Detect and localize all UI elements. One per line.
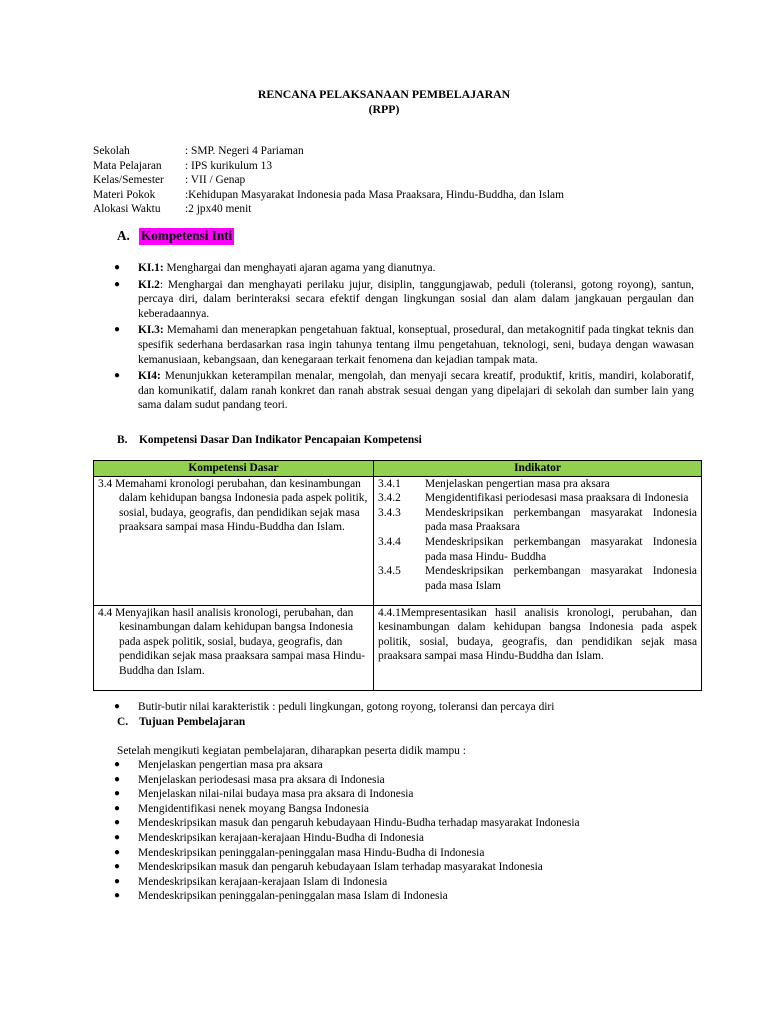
info-row-kelas-semester (93, 173, 564, 188)
bullet-icon: ● (114, 817, 121, 829)
info-row-alokasi-waktu (93, 202, 564, 217)
table-cell (94, 605, 374, 690)
indikator-item (378, 506, 697, 535)
ki-text: Menunjukkan keterampilan menalar, mengolah, dan menyaji secara kreatif, produktif, kritis, mandiri, kolaboratif, dan komunikatif, dalam ranah konkret dan ranah abstrak sesuai dengan yang dipelajari di sekolah dan sumber lain yang sama dalam sudut pandang teori. (138, 370, 694, 412)
list-item (114, 700, 714, 715)
table-header-row (94, 461, 702, 477)
tujuan-text: Mendeskripsikan masuk dan pengaruh kebudayaan Hindu-Budha terhadap masyarakat Indonesia (138, 817, 580, 830)
indikator-item (378, 491, 697, 506)
bullet-icon: ● (114, 861, 121, 873)
indikator-text: Mengidentifikasi periodesasi masa praaksara di Indonesia (425, 492, 689, 505)
list-item (114, 816, 714, 831)
tujuan-text: Menjelaskan periodesasi masa pra aksara di Indonesia (138, 773, 385, 786)
table-cell (94, 476, 374, 605)
section-letter: C. (117, 716, 129, 728)
kd-text: 3.4 Memahami kronologi perubahan, dan kesinambungan dalam kehidupan bangsa Indonesia pada aspek politik, sosial, budaya, geografis, dan pendidikan sejak masa praaksara sampai masa Hindu-Buddha dan Islam. (98, 477, 368, 534)
column-header-indikator: Indikator (374, 461, 702, 477)
list-item (114, 875, 714, 890)
identity-block (93, 144, 564, 217)
bullet-icon: ● (114, 831, 121, 843)
indikator-item (378, 535, 697, 564)
tujuan-text: Menjelaskan pengertian masa pra aksara (138, 759, 323, 771)
tujuan-list (114, 758, 714, 904)
tujuan-text: Mendeskripsikan masuk dan pengaruh kebudayaan Islam terhadap masyarakat Indonesia (138, 861, 543, 874)
bullet-icon: ● (114, 788, 121, 800)
tujuan-text: Mendeskripsikan kerajaan-kerajaan Islam di Indonesia (138, 875, 388, 888)
info-value: :2 jpx40 menit (185, 203, 252, 216)
bullet-icon: ● (114, 701, 121, 712)
list-item (114, 369, 694, 413)
table-row (94, 476, 702, 605)
section-title-highlighted: Kompetensi Inti (141, 228, 233, 243)
info-row-materi-pokok (93, 188, 564, 203)
ki-code: KI4: (138, 370, 161, 383)
list-item (114, 889, 714, 904)
bullet-icon: ● (114, 324, 121, 336)
table-cell (374, 476, 702, 605)
info-label: Alokasi Waktu (93, 203, 161, 216)
info-label: Mata Pelajaran (93, 159, 162, 172)
ki-text: : Menghargai dan menghayati perilaku jujur, disiplin, tanggungjawab, peduli (toleransi, gotong royong), santun, percaya diri, dalam berinteraksi secara efektif dengan lingkungan sosial dan alam dalam jangkauan pergaulan dan keberadaannya. (138, 278, 694, 320)
info-value: : SMP. Negeri 4 Pariaman (185, 145, 304, 157)
tujuan-text: Menjelaskan nilai-nilai budaya masa pra aksara di Indonesia (138, 788, 414, 801)
list-item (114, 802, 714, 817)
list-item (114, 860, 714, 875)
indikator-number: 3.4.3 (378, 506, 401, 519)
tujuan-text: Mendeskripsikan peninggalan-peninggalan masa Islam di Indonesia (138, 890, 448, 903)
info-value: : VII / Genap (185, 174, 246, 187)
tujuan-text: Mendeskripsikan kerajaan-kerajaan Hindu-Budha di Indonesia (138, 831, 424, 844)
info-value: :Kehidupan Masyarakat Indonesia pada Masa Praaksara, Hindu-Buddha, dan Islam (185, 188, 564, 201)
indikator-text: 4.4.1Mempresentasikan hasil analisis kronologi, perubahan, dan kesinambungan dalam kehidupan bangsa Indonesia pada aspek politik, sosial, budaya, geografis, dan pendidikan sejak masa praaksara sampai masa Hindu-Buddha dan Islam. (378, 606, 697, 663)
bullet-icon: ● (114, 802, 121, 814)
indikator-text: Mendeskripsikan perkembangan masyarakat Indonesia pada masa Islam (425, 565, 697, 592)
nilai-karakter-list (114, 700, 714, 715)
kompetensi-table (93, 460, 702, 691)
list-item (114, 758, 714, 773)
info-label: Materi Pokok (93, 188, 156, 201)
ki-code: KI.3: (138, 324, 164, 337)
indikator-item (378, 564, 697, 593)
table-cell (374, 605, 702, 690)
indikator-number: 3.4.2 (378, 492, 401, 505)
column-header-kompetensi-dasar: Kompetensi Dasar (94, 461, 374, 477)
doc-subtitle: (RPP) (368, 102, 400, 116)
tujuan-intro: Setelah mengikuti kegiatan pembelajaran, diharapkan peserta didik mampu : (117, 745, 466, 757)
section-letter: A. (117, 228, 130, 243)
section-c-heading (117, 715, 245, 730)
section-letter: B. (117, 434, 128, 446)
bullet-icon: ● (114, 759, 121, 770)
kd-text: 4.4 Menyajikan hasil analisis kronologi, perubahan, dan kesinambungan dalam kehidupan bangsa Indonesia pada aspek politik, sosial, budaya, geografis, dan pendidikan sejak masa praaksara sampai masa Hindu-Buddha dan Islam. (98, 606, 366, 677)
list-item (114, 278, 694, 322)
list-item (114, 831, 714, 846)
list-item (114, 773, 714, 788)
ki-code: KI.2 (138, 278, 160, 291)
ki-text: Menghargai dan menghayati ajaran agama yang dianutnya. (163, 262, 436, 274)
tujuan-text: Mendeskripsikan peninggalan-peninggalan masa Hindu-Budha di Indonesia (138, 846, 485, 859)
indikator-number: 3.4.5 (378, 565, 401, 578)
info-label: Kelas/Semester (93, 174, 164, 187)
section-b-heading (117, 433, 422, 448)
section-title: Tujuan Pembelajaran (139, 716, 246, 728)
info-row-mata-pelajaran (93, 159, 564, 174)
section-title: Kompetensi Dasar Dan Indikator Pencapaian Kompetensi (139, 434, 422, 446)
bullet-icon: ● (114, 846, 121, 858)
info-row-sekolah (93, 144, 564, 159)
kompetensi-inti-list (114, 261, 694, 415)
tujuan-text: Mengidentifikasi nenek moyang Bangsa Indonesia (138, 802, 369, 815)
list-item (114, 323, 694, 367)
info-value: : IPS kurikulum 13 (185, 159, 273, 172)
bullet-icon: ● (114, 370, 121, 382)
indikator-number: 3.4.1 (378, 477, 401, 490)
doc-title: RENCANA PELAKSANAAN PEMBELAJARAN (257, 87, 511, 101)
list-item (114, 787, 714, 802)
info-label: Sekolah (93, 145, 130, 157)
bullet-icon: ● (114, 278, 121, 290)
bullet-icon: ● (114, 773, 121, 785)
indikator-text: Mendeskripsikan perkembangan masyarakat Indonesia pada masa Praaksara (425, 506, 697, 534)
table-row (94, 605, 702, 690)
ki-code: KI.1: (138, 262, 164, 274)
indikator-text: Mendeskripsikan perkembangan masyarakat Indonesia pada masa Hindu- Buddha (425, 535, 697, 563)
bullet-icon: ● (114, 262, 121, 273)
list-item (114, 846, 714, 861)
indikator-text: Menjelaskan pengertian masa pra aksara (425, 477, 610, 490)
bullet-icon: ● (114, 890, 121, 902)
bullet-icon: ● (114, 875, 121, 887)
list-item (114, 261, 694, 276)
indikator-number: 3.4.4 (378, 535, 401, 548)
section-a-heading (117, 228, 234, 245)
indikator-item (378, 477, 697, 492)
ki-text: Memahami dan menerapkan pengetahuan faktual, konseptual, prosedural, dan metakognitif pada tingkat teknis dan spesifik sederhana berdasarkan rasa ingin tahunya tentang ilmu pengetahuan, teknologi, seni, budaya dengan wawasan kemanusiaan, kebangsaan, dan kenegaraan terkait fenomena dan kejadian tampak mata. (138, 324, 694, 366)
butir-text: Butir-butir nilai karakteristik : peduli lingkungan, gotong royong, toleransi dan percaya diri (138, 701, 555, 713)
